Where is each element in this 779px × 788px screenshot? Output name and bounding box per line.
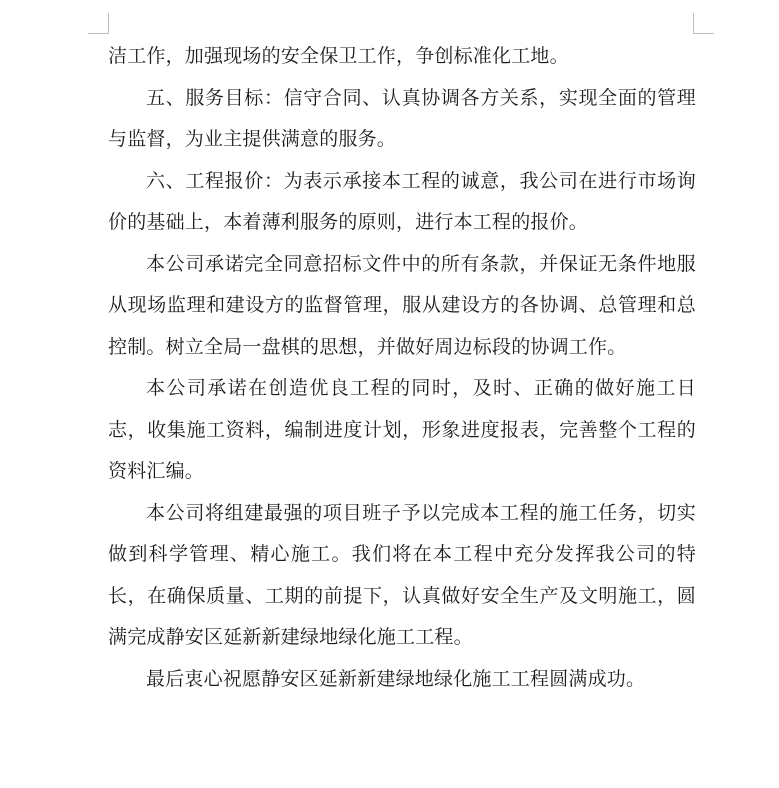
paragraph-project-team: 本公司将组建最强的项目班子予以完成本工程的施工任务，切实做到科学管理、精心施工。我们将在本工程中充分发挥我公司的特长，在确保质量、工期的前提下，认真做好安全生产及文明施工，圆满完成静安区延新新建绿地绿化施工工程。 bbox=[108, 501, 696, 648]
paragraph-closing-wish: 最后衷心祝愿静安区延新新建绿地绿化施工工程圆满成功。 bbox=[146, 667, 646, 690]
paragraph-commitment-terms: 本公司承诺完全同意招标文件中的所有条款，并保证无条件地服从现场监理和建设方的监督管理，服从建设方的各协调、总管理和总控制。树立全局一盘棋的思想，并做好周边标段的协调工作。 bbox=[108, 252, 696, 358]
paragraph-service-goal: 五、服务目标：信守合同、认真协调各方关系，实现全面的管理与监督，为业主提供满意的服务。 bbox=[108, 86, 696, 150]
paragraph-commitment-quality: 本公司承诺在创造优良工程的同时，及时、正确的做好施工日志，收集施工资料，编制进度计划，形象进度报表，完善整个工程的资料汇编。 bbox=[108, 377, 696, 482]
page-corner-mark-left bbox=[88, 13, 109, 34]
paragraph-quotation: 六、工程报价：为表示承接本工程的诚意，我公司在进行市场询价的基础上，本着薄利服务的原则，进行本工程的报价。 bbox=[108, 169, 696, 233]
document-body bbox=[108, 36, 696, 700]
paragraph-continuation: 洁工作，加强现场的安全保卫工作，争创标准化工地。 bbox=[108, 45, 569, 67]
page-corner-mark-right bbox=[693, 13, 714, 34]
